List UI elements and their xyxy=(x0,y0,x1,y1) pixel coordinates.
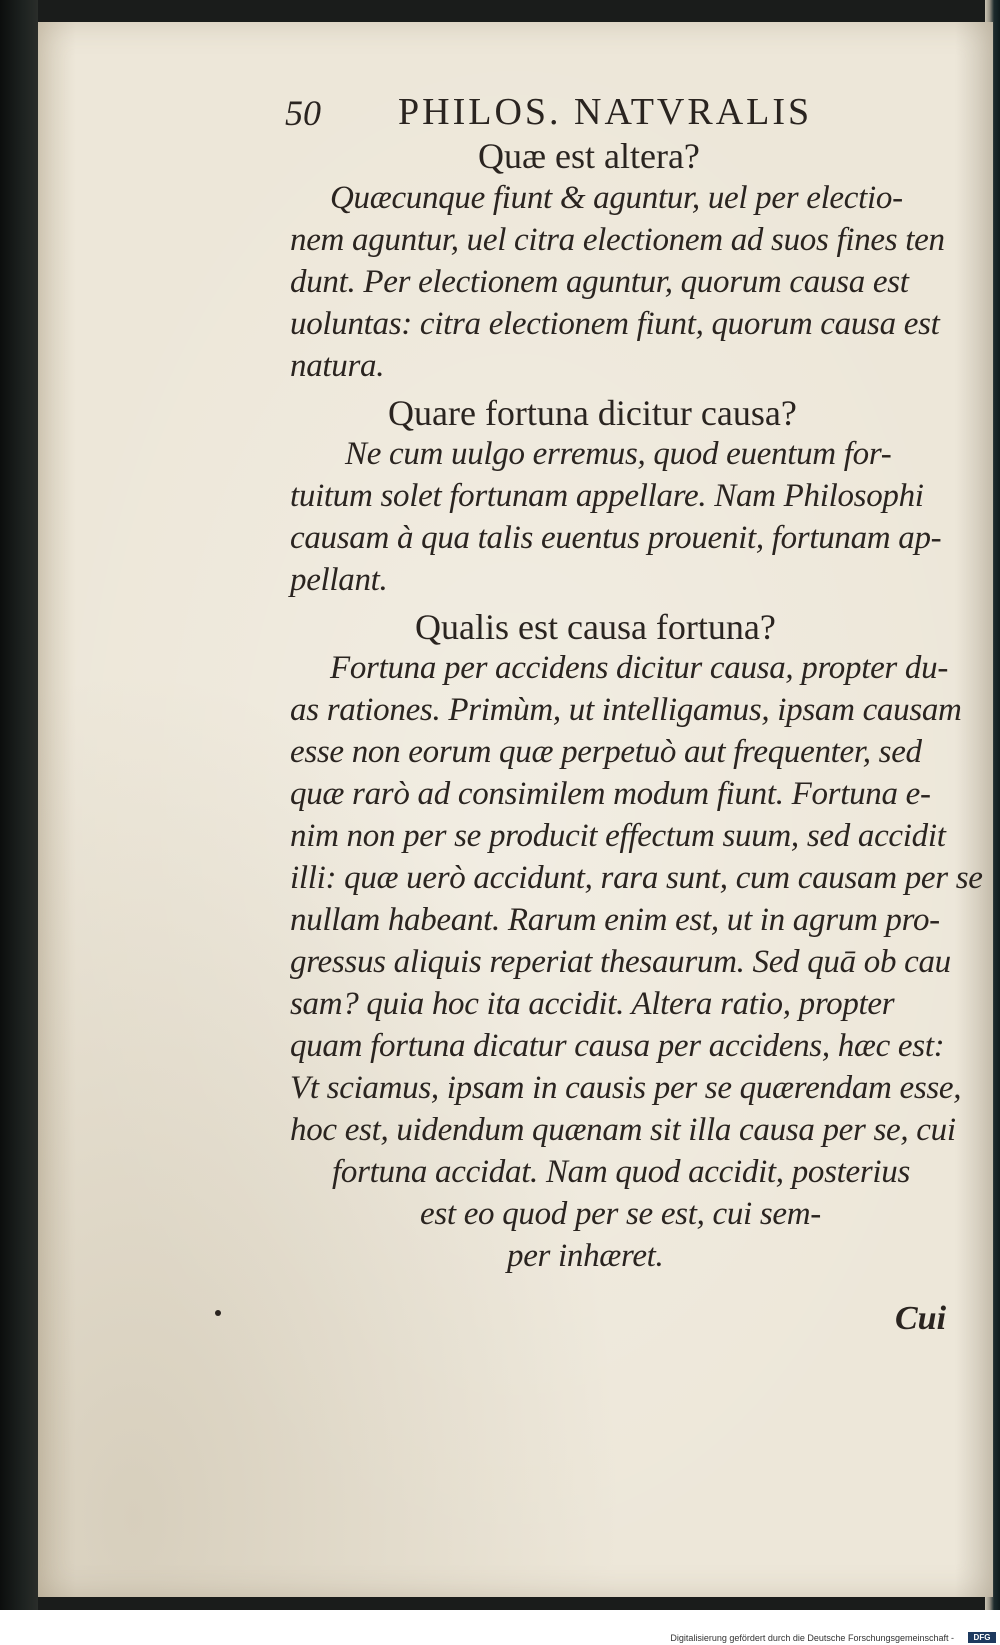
page-number: 50 xyxy=(285,93,321,133)
text-line: uoluntas: citra electionem fiunt, quorum causa est xyxy=(290,306,940,342)
text-line: Vt sciamus, ipsam in causis per se quærendam esse, xyxy=(290,1070,962,1106)
text-line: hoc est, uidendum quænam sit illa causa per se, cui xyxy=(290,1112,956,1148)
text-line: dunt. Per electionem aguntur, quorum causa est xyxy=(290,264,909,300)
text-line: per inhæret. xyxy=(507,1238,664,1274)
text-line: gressus aliquis reperiat thesaurum. Sed quā ob cau xyxy=(290,944,951,980)
text-line: tuitum solet fortunam appellare. Nam Philosophi xyxy=(290,478,924,514)
text-line: Quæcunque fiunt & aguntur, uel per electio- xyxy=(330,180,903,216)
text-line: esse non eorum quæ perpetuò aut frequenter, sed xyxy=(290,734,922,770)
text-line: fortuna accidat. Nam quod accidit, posterius xyxy=(332,1154,911,1190)
text-line: Ne cum uulgo erremus, quod euentum for- xyxy=(345,436,892,472)
section-heading: Quare fortuna dicitur causa? xyxy=(388,393,797,433)
text-line: illi: quæ uerò accidunt, rara sunt, cum causam per se xyxy=(290,860,983,896)
section-heading: Qualis est causa fortuna? xyxy=(415,607,776,647)
running-title: PHILOS. NATVRALIS xyxy=(398,91,813,133)
text-line: nim non per se producit effectum suum, sed accidit xyxy=(290,818,946,854)
text-line: causam à qua talis euentus prouenit, fortunam ap- xyxy=(290,520,942,556)
footer-credit: Digitalisierung gefördert durch die Deutsche Forschungsgemeinschaft - xyxy=(670,1633,954,1643)
text-line: pellant. xyxy=(290,562,388,598)
ink-mark xyxy=(215,1310,221,1316)
catchword: Cui xyxy=(895,1300,947,1337)
dfg-logo: DFG xyxy=(968,1632,996,1643)
text-line: nem aguntur, uel citra electionem ad suos fines ten xyxy=(290,222,945,258)
text-line: nullam habeant. Rarum enim est, ut in agrum pro- xyxy=(290,902,940,938)
text-line: natura. xyxy=(290,348,385,384)
text-line: Fortuna per accidens dicitur causa, propter du- xyxy=(330,650,949,686)
text-line: as rationes. Primùm, ut intelligamus, ipsam causam xyxy=(290,692,962,728)
text-line: est eo quod per se est, cui sem- xyxy=(420,1196,821,1232)
section-heading: Quæ est altera? xyxy=(478,136,700,176)
text-line: quam fortuna dicatur causa per accidens, hæc est: xyxy=(290,1028,945,1064)
text-line: quæ rarò ad consimilem modum fiunt. Fortuna e- xyxy=(290,776,931,812)
text-line: sam? quia hoc ita accidit. Altera ratio, propter xyxy=(290,986,895,1022)
book-binding-edge xyxy=(0,0,38,1610)
